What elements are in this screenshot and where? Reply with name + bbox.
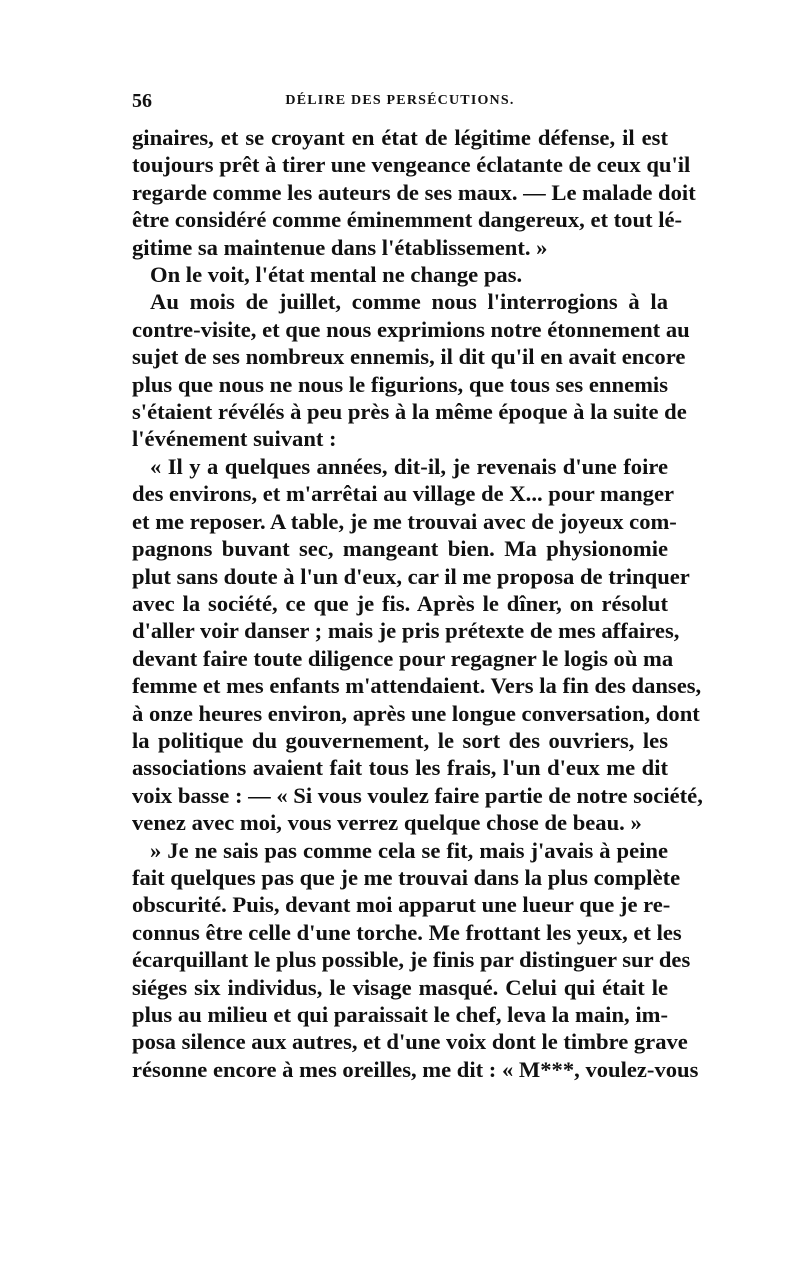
- text-line: gitime sa maintenue dans l'établissement. »: [132, 234, 548, 260]
- text-line: résonne encore à mes oreilles, me dit : « M***, voulez-vous: [132, 1056, 699, 1082]
- text-line: Au mois de juillet, comme nous l'interrogions à la: [150, 289, 668, 315]
- text-line: « Il y a quelques années, dit-il, je revenais d'une foire: [150, 453, 668, 479]
- body-text: [132, 124, 703, 1083]
- text-line: d'aller voir danser ; mais je pris prétexte de mes affaires,: [132, 618, 680, 644]
- text-line: pagnons buvant sec, mangeant bien. Ma physionomie: [132, 536, 668, 562]
- text-line: l'événement suivant :: [132, 426, 337, 452]
- text-line: fait quelques pas que je me trouvai dans la plus complète: [132, 864, 681, 890]
- page-number: 56: [132, 90, 152, 112]
- text-line: à onze heures environ, après une longue conversation, dont: [132, 700, 700, 726]
- text-line: la politique du gouvernement, le sort des ouvriers, les: [132, 727, 668, 753]
- text-line: être considéré comme éminemment dangereux, et tout lé-: [132, 207, 683, 233]
- text-line: femme et mes enfants m'attendaient. Vers la fin des danses,: [132, 673, 702, 699]
- text-line: obscurité. Puis, devant moi apparut une lueur que je re-: [132, 892, 671, 918]
- text-line: plus au milieu et qui paraissait le chef, leva la main, im-: [132, 1002, 668, 1027]
- page-header: [132, 90, 668, 116]
- text-line: voix basse : — « Si vous voulez faire partie de notre société,: [132, 782, 703, 808]
- text-line: On le voit, l'état mental ne change pas.: [150, 262, 523, 288]
- text-line: plus que nous ne nous le figurions, que tous ses ennemis: [132, 371, 668, 397]
- text-line: s'étaient révélés à peu près à la même époque à la suite de: [132, 399, 687, 425]
- text-line: siéges six individus, le visage masqué. Celui qui était le: [132, 974, 668, 1000]
- text-line: venez avec moi, vous verrez quelque chose de beau. »: [132, 810, 642, 836]
- text-line: associations avaient fait tous les frais, l'un d'eux me dit: [132, 755, 668, 781]
- text-line: avec la société, ce que je fis. Après le dîner, on résolut: [132, 590, 668, 616]
- text-line: et me reposer. A table, je me trouvai avec de joyeux com-: [132, 508, 677, 534]
- text-line: contre-visite, et que nous exprimions notre étonnement au: [132, 316, 690, 342]
- text-line: toujours prêt à tirer une vengeance éclatante de ceux qu'il: [132, 152, 691, 178]
- text-line: sujet de ses nombreux ennemis, il dit qu'il en avait encore: [132, 344, 686, 370]
- text-line: » Je ne sais pas comme cela se fit, mais j'avais à peine: [150, 837, 668, 863]
- text-line: ginaires, et se croyant en état de légitime défense, il est: [132, 125, 668, 150]
- text-line: devant faire toute diligence pour regagner le logis où ma: [132, 645, 674, 671]
- text-line: des environs, et m'arrêtai au village de X... pour manger: [132, 481, 674, 507]
- text-line: plut sans doute à l'un d'eux, car il me proposa de trinquer: [132, 563, 690, 589]
- text-line: connus être celle d'une torche. Me frottant les yeux, et les: [132, 919, 682, 945]
- text-line: posa silence aux autres, et d'une voix dont le timbre grave: [132, 1029, 688, 1055]
- text-line: regarde comme les auteurs de ses maux. — Le malade doit: [132, 179, 696, 205]
- running-title: DÉLIRE DES PERSÉCUTIONS.: [285, 93, 515, 108]
- text-line: écarquillant le plus possible, je finis par distinguer sur des: [132, 947, 691, 973]
